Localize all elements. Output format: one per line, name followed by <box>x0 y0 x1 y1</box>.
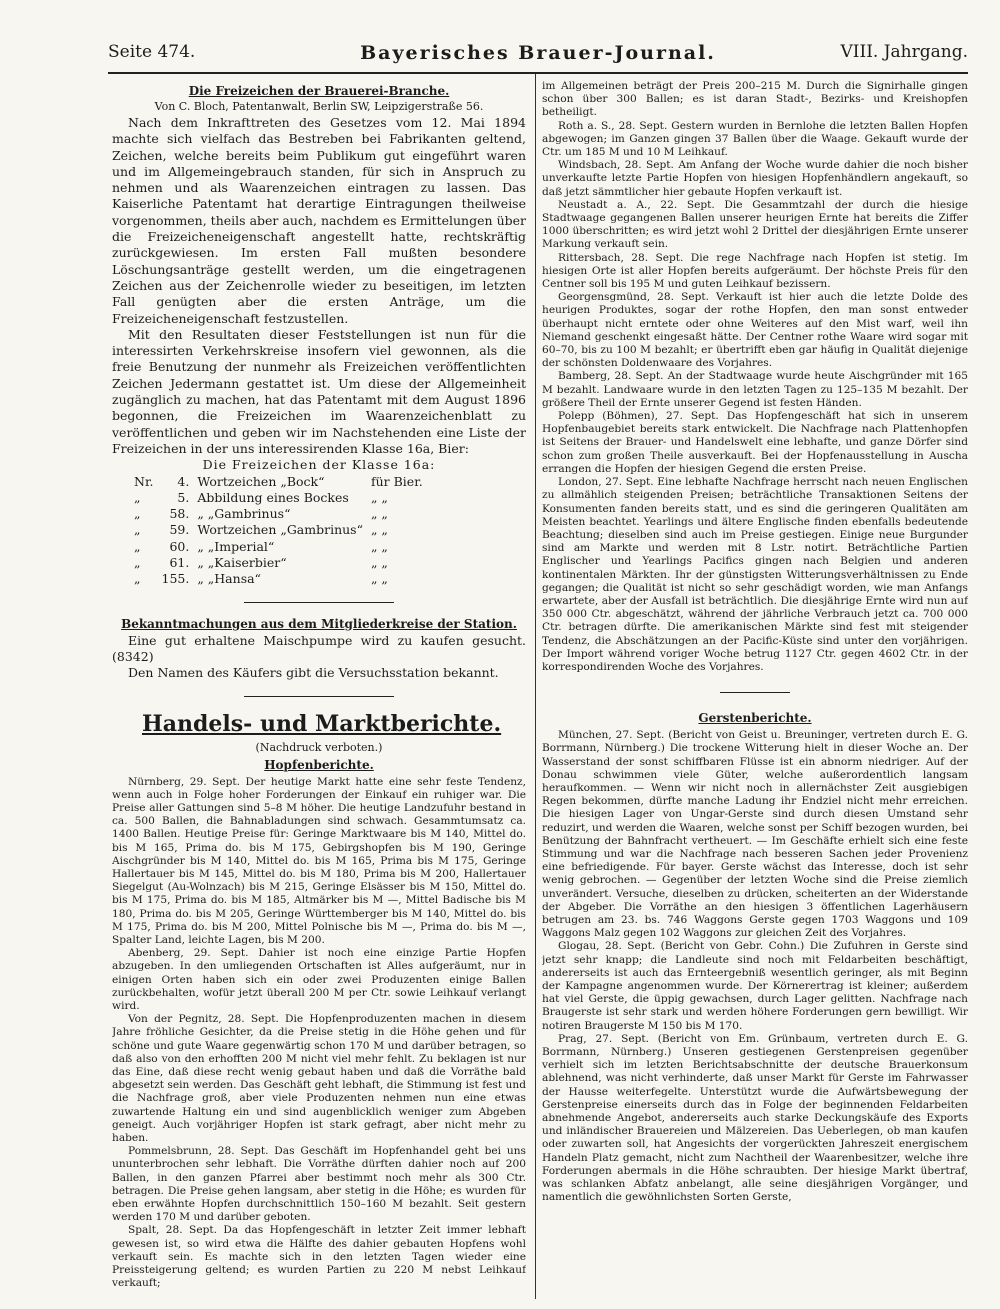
article-author: Von C. Bloch, Patentanwalt, Berlin SW, Leipzigerstraße 56. <box>154 100 484 113</box>
right-column <box>542 80 968 1300</box>
report-spalt: Spalt, 28. Sept. Da das Hopfengeschäft in letzter Zeit immer lebhaft gewesen ist, so wird etwa die Hälfte des dahier gebauten Hopfens wohl verkauft sein. Es machte sich in den letzten Tagen wieder eine Preissteigerung geltend; es wurden Partien zu 220 M nebst Leihkauf verkauft; <box>112 1224 526 1290</box>
report-neustadt: Neustadt a. A., 22. Sept. Die Gesammtzahl der durch die hiesige Stadtwaage gegangenen Ballen unserer heurigen Ernte hat bereits die Ziffer 1000 überschritten; es wird jetzt wohl 2 Drittel der diesjährigen Ernte unserer Markung verkauft sein. <box>542 198 968 251</box>
notice-title: Bekanntmachungen aus dem Mitgliederkreise der Station. <box>121 616 517 631</box>
report-muenchen: München, 27. Sept. (Bericht von Geist u. Breuninger, vertreten durch E. G. Borrmann, Nürnberg.) Die trockene Witterung hielt in dieser Woche an. Der Wasserstand der sonst schiffbaren Flüsse ist ein abnorm niedriger. Auf der Donau schwimmen viele Güter, welche außerordentlich langsam heraufkommen. — Wenn wir nicht noch in allernächster Zeit ausgiebigen Regen bekommen, dürfte manche Ladung ihr Endziel nicht mehr erreichen. Die hiesigen Lager von Ungar-Gerste sind durch diesen Umstand sehr reduzirt, und werden die Waaren, welche sonst per Schiff bezogen wurden, bei Benützung der Bahnfracht vertheuert. — Im Geschäfte erhielt sich eine feste Stimmung und war die Nachfrage nach besseren Sachen jeder Provenienz eine befriedigende. Für bayer. Gerste wächst das Interesse, doch ist sehr wenig gebrochen. — Gegenüber der letzten Woche sind die Preise ziemlich unverändert. Versuche, dieselben zu drücken, scheiterten an der Widerstande der Abgeber. Die Vorräthe an den hiesigen 3 öffentlichen Lagerhäusern betrugen am 23. bs. 746 Waggons Gerste gegen 1703 Waggons und 109 Waggons Malz gegen 102 Waggons zur gleichen Zeit des Vorjahres. <box>542 729 968 940</box>
table-row: „ 61. „ „Kaiserbier“ „ „ <box>134 555 388 571</box>
report-georgensgmuend: Georgensgmünd, 28. Sept. Verkauft ist hier auch die letzte Dolde des heurigen Produktes, sogar der rothe Hopfen, den man sonst entweder überhaupt nicht erntete oder ohne Weiteres auf den Mist warf, weil ihn Niemand geschenkt eingesaßt hätte. Der Centner rothe Waare wird sogar mit 60–70, bis zu 100 M bezahlt; er übertrifft eben gar häufig in Qualität diejenige der schönsten Doldenwaare des Vorjahres. <box>542 291 968 370</box>
report-prag: Prag, 27. Sept. (Bericht von Em. Grünbaum, vertreten durch E. G. Borrmann, Nürnberg.) Unseren gestiegenen Gerstenpreisen gegenüber verhielt sich im letzten Berichtsabschnitte der deutsche Brauerkonsum ablehnend, was nicht verhinderte, daß unser Markt für Gerste im Fahrwasser der Hausse weiterfegelte. Unterstützt wurde die Aufwärtsbewegung der Gerstenpreise einerseits durch das in Folge der beginnenden Feldarbeiten abnehmende Angebot, andererseits auch starke Deckungskäufe des Exports und inländischer Brauereien und Mälzereien. Das Ueberlegen, ob man kaufen oder zuwarten soll, hat Angesichts der vorgerückten Jahreszeit energischem Handeln Platz gemacht, nicht zum Nachtheil der Waarenbesitzer, welche ihre Forderungen abermals in die Höhe schraubten. Der hiesige Markt übertraf, was schlanken Abfatz anbelangt, alle seine diesjährigen Vorgänger, und namentlich die gewöhnlichsten Sorten Gerste, <box>542 1032 968 1204</box>
report-glogau: Glogau, 28. Sept. (Bericht von Gebr. Cohn.) Die Zufuhren in Gerste sind jetzt sehr knapp; die Landleute sind noch mit Feldarbeiten beschäftigt, andererseits ist auch das Ernteergebniß wesentlich geringer, als mit Beginn der Kampagne angenommen wurde. Der Körnerertrag ist kleiner; außerdem hat viel Gerste, die üppig gewachsen, durch Lager gelitten. Nachfrage nach Braugerste ist sehr stark und werden höhere Forderungen gern bewilligt. Wir notiren Braugerste M 150 bis M 170. <box>542 940 968 1032</box>
article-paragraph-2: Mit den Resultaten dieser Feststellungen ist nun für die interessirten Verkehrskreise insofern viel gewonnen, als die freie Benutzung der nunmehr als Freizeichen veröffentlichten Zeichen Jedermann gestattet ist. Um diese der Allgemeinheit zugänglich zu machen, hat das Patentamt mit dem August 1896 begonnen, die Freizeichen im Waarenzeichenblatt zu veröffentlichen und geben wir im Nachstehenden eine Liste der Freizeichen in der uns interessirenden Klasse 16a, Bier: <box>112 326 526 456</box>
report-london: London, 27. Sept. Eine lebhafte Nachfrage herrscht nach neuen Englischen zu allmählich steigenden Preisen; beträchtliche Transaktionen Seitens der Konsumenten fanden bereits statt, und es sind die geringeren Qualitäten am Meisten beachtet. Yearlings und ältere Englische finden ebenfalls bedeutende Beachtung; dieselben sind auch im Preise gestiegen. Einige neue Burgunder sind am Markte und werden mit 8 Lstr. notirt. Beträchtliche Partien Englischer und Yearlings Pacifics gingen nach Belgien und anderen kontinentalen Märkten. Ihr der günstigsten Witterungsverhältnissen zu Ende gegangen; die Qualität ist nicht so sehr geschädigt worden, wie man Anfangs erwartete, aber der Ausfall ist beträchtlich. Die diesjährige Ernte wird nun auf 350 000 Ctr. abgeschätzt, während der jährliche Verbrauch jetzt ca. 700 000 Ctr. betragen dürfte. Die amerikanischen Märkte sind fest mit steigender Tendenz, die Abschätzungen an der Pacific-Küste sind unter den vorjährigen. Der Import während voriger Woche betrug 1127 Ctr. gegen 4602 Ctr. in der korrespondirenden Woche des Vorjahres. <box>542 476 968 673</box>
report-windsbach: Windsbach, 28. Sept. Am Anfang der Woche wurde dahier die noch bisher unverkaufte letzte Partie Hopfen von hiesigen Hopfenhändlern angekauft, so daß jetzt sämmtlicher hier gebaute Hopfen verkauft ist. <box>542 159 968 198</box>
left-column <box>112 80 526 1300</box>
volume-label: VIII. Jahrgang. <box>840 42 968 62</box>
report-pommelsbrunn: Pommelsbrunn, 28. Sept. Das Geschäft im Hopfenhandel geht bei uns ununterbrochen sehr lebhaft. Die Vorräthe dürften dahier noch auf 200 Ballen, in den ganzen Pfarrei aber bestimmt noch mehr als 300 Ctr. betragen. Die Preise gehen langsam, aber stetig in die Höhe; es wurden für eben erwähnte Hopfen durchschnittlich 150–160 M bezahlt. Seit gestern werden 170 M und darüber geboten. <box>112 1145 526 1224</box>
journal-title: Bayerisches Brauer-Journal. <box>360 42 716 64</box>
section-divider <box>720 692 790 693</box>
report-roth: Roth a. S., 28. Sept. Gestern wurden in Bernlohe die letzten Ballen Hopfen abgewogen; im Ganzen gingen 37 Ballen über die Waage. Gekauft wurde der Ctr. um 185 M und 10 M Leihkauf. <box>542 119 968 159</box>
page-number: Seite 474. <box>108 42 196 62</box>
table-title: Die Freizeichen der Klasse 16a: <box>202 457 436 473</box>
freizeichen-table <box>134 474 431 588</box>
header-rule <box>108 72 968 74</box>
table-row: „ 155. „ „Hansa“ „ „ <box>134 571 388 587</box>
table-row: „ 5. Abbildung eines Bockes „ „ <box>134 489 388 505</box>
notice-line-2: Den Namen des Käufers gibt die Versuchsstation bekannt. <box>128 665 499 681</box>
report-nuernberg: Nürnberg, 29. Sept. Der heutige Markt hatte eine sehr feste Tendenz, wenn auch in Folge hoher Forderungen der Einkauf ein ruhiger war. Die Preise aller Gattungen sind 5–8 M höher. Die heutige Landzufuhr bestand in ca. 500 Ballen, die Bahnabladungen sind schwach. Gesammtumsatz ca. 1400 Ballen. Heutige Preise für: Geringe Marktwaare bis M 140, Mittel do. bis M 165, Prima do. bis M 175, Gebirgshopfen bis M 190, Geringe Aischgründer bis M 140, Mittel do. bis M 165, Prima bis M 175, Geringe Hallertauer bis M 145, Mittel do. bis M 180, Prima bis M 200, Hallertauer Siegelgut (Au-Wolnzach) bis M 215, Geringe Elsässer bis M 150, Mittel do. bis M 175, Prima do. bis M 185, Altmärker bis M —, Mittel Badische bis M 180, Prima do. bis M 205, Geringe Württemberger bis M 140, Mittel do. bis M 175, Prima do. bis M 200, Mittel Polnische bis M —, Prima do. bis M —, Spalter Land, leichte Lagen, bis M 200. <box>112 775 526 946</box>
column-divider <box>535 74 536 1299</box>
barley-reports-title: Gerstenberichte. <box>698 711 812 726</box>
report-bamberg: Bamberg, 28. Sept. An der Stadtwaage wurde heute Aischgründer mit 165 M bezahlt. Landwaare wurde in den letzten Tagen zu 125–135 M bezahlt. Der größere Theil der Ernte unserer Gegend ist festen Händen. <box>542 370 968 409</box>
section-divider <box>244 696 394 697</box>
report-rittersbach: Rittersbach, 28. Sept. Die rege Nachfrage nach Hopfen ist stetig. Im hiesigen Orte ist aller Hopfen bereits aufgeräumt. Der höchste Preis für den Centner soll bis 195 M und guten Leihkauf bezissern. <box>542 251 968 291</box>
article-title: Die Freizeichen der Brauerei-Branche. <box>188 84 450 98</box>
table-row: „ 59. Wortzeichen „Gambrinus“ „ „ <box>134 522 388 538</box>
report-abenberg: Abenberg, 29. Sept. Dahier ist noch eine einzige Partie Hopfen abzugeben. In den umliegenden Ortschaften ist Alles aufgeräumt, nur in einigen Orten haben sich ein oder zwei Produzenten einige Ballen zurückbehalten, wofür jetzt überall 200 M per Ctr. sowie Leihkauf verlangt wird. <box>112 947 526 1012</box>
market-title: Handels- und Marktberichte. <box>142 710 502 737</box>
report-pegnitz: Von der Pegnitz, 28. Sept. Die Hopfenproduzenten machen in diesem Jahre fröhliche Gesichter, da die Preise stetig in die Höhe gehen und für schöne und gute Waare gegenwärtig schon 170 M und darüber betragen, so daß also von den erhofften 200 M nicht viel mehr fehlt. Zu beklagen ist nur das Eine, daß diese recht wenig gebaut haben und daß die Vorräthe bald abgesetzt sein werden. Das Geschäft geht lebhaft, die Stimmung ist fest und die Nachfrage groß, aber viele Produzenten nehmen nun eine etwas zuwartende Haltung ein und sind augenblicklich weniger zum Abgeben geneigt. Auch vorjähriger Hopfen ist stark gefragt, aber nicht mehr zu haben. <box>112 1013 526 1144</box>
section-divider <box>244 602 394 603</box>
table-row: „ 60. „ „Imperial“ „ „ <box>134 538 388 554</box>
report-spalt-cont: im Allgemeinen beträgt der Preis 200–215 M. Durch die Signirhalle gingen schon über 300 Ballen; es ist daran Stadt-, Bezirks- und Kreishopfen betheiligt. <box>542 80 968 119</box>
article-paragraph-1: Nach dem Inkrafttreten des Gesetzes vom 12. Mai 1894 machte sich vielfach das Bestreben bei Fabrikanten geltend, Zeichen, welche bereits beim Publikum gut eingeführt waren und im Allgemeingebrauch standen, für sich in Anspruch zu nehmen und als Waarenzeichen eintragen zu lassen. Das Kaiserliche Patentamt hat derartige Eintragungen theilweise vorgenommen, theils aber auch, nachdem es Ermittelungen über die Freizeicheneigenschaft angestellt hatte, rechtskräftig zurückgewiesen. Im ersten Fall mußten besondere Löschungsanträge gestellt werden, um die eingetragenen Zeichen aus der Zeichenrolle wieder zu beseitigen, im letzten Fall genügten aber die ersten Anträge, um die Freizeicheneigenschaft festzustellen. <box>112 115 526 326</box>
hop-reports-title: Hopfenberichte. <box>264 757 374 772</box>
page-header <box>108 42 968 72</box>
notice-line-1: Eine gut erhaltene Maischpumpe wird zu kaufen gesucht. (8342) <box>112 632 526 664</box>
report-polepp: Polepp (Böhmen), 27. Sept. Das Hopfengeschäft hat sich in unserem Hopfenbaugebiet bereits stark entwickelt. Die Nachfrage nach Plattenhopfen ist Seitens der Brauer- und Handelswelt eine lebhafte, und ganze Dörfer sind schon zum großen Theile ausverkauft. Bei der Hopfenausstellung in Auscha errangen die Hopfen der hiesigen Gegend die ersten Preise. <box>542 410 968 475</box>
table-row: Nr. 4. Wortzeichen „Bock“ für Bier. <box>134 473 423 489</box>
reprint-note: (Nachdruck verboten.) <box>255 740 383 754</box>
table-row: „ 58. „ „Gambrinus“ „ „ <box>134 506 388 522</box>
